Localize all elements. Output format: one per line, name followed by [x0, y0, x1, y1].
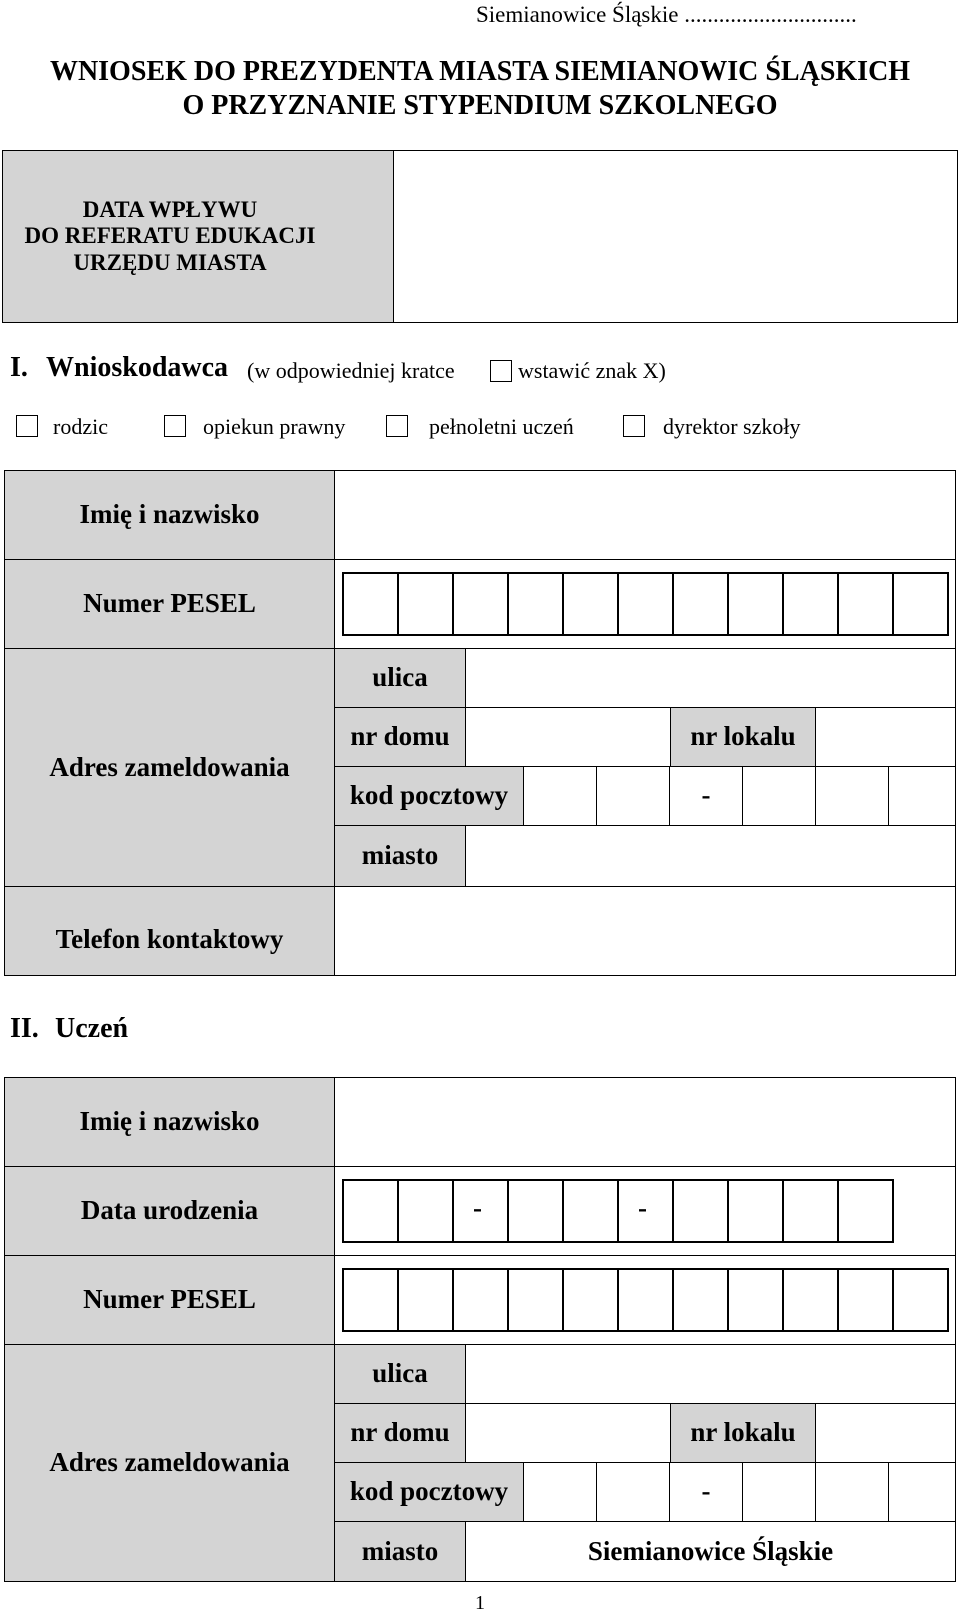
s1-postal-digit[interactable]	[888, 766, 956, 826]
section1-numeral: I.	[10, 352, 28, 383]
section1-hint-after: wstawić znak X)	[518, 358, 666, 383]
s2-pesel-digit-box[interactable]	[562, 1268, 619, 1332]
s2-pesel-digit-box[interactable]	[452, 1268, 509, 1332]
s1-apt-no-field[interactable]	[815, 707, 956, 767]
s2-street-field[interactable]	[465, 1344, 956, 1404]
s2-pesel-label: Numer PESEL	[4, 1255, 335, 1345]
s1-apt-no-label: nr lokalu	[670, 707, 816, 767]
s2-apt-no-field[interactable]	[815, 1403, 956, 1463]
option-dyrektor-label: dyrektor szkoły	[663, 414, 801, 439]
s1-address-label: Adres zameldowania	[4, 648, 335, 887]
s2-pesel-digit-box[interactable]	[342, 1268, 399, 1332]
s2-pesel-digit-box[interactable]	[727, 1268, 784, 1332]
receipt-label	[2, 150, 338, 323]
s1-postal-digit[interactable]	[523, 766, 597, 826]
s1-phone-field[interactable]	[334, 886, 956, 976]
s2-birth-date-label: Data urodzenia	[4, 1166, 335, 1256]
s2-city-label: miasto	[334, 1521, 466, 1582]
s1-postal-digit[interactable]	[596, 766, 670, 826]
receipt-label-line1: DATA WPŁYWU	[82, 196, 258, 222]
s2-pesel-digit-box[interactable]	[837, 1268, 894, 1332]
s2-house-no-field[interactable]	[465, 1403, 671, 1463]
option-dyrektor-checkbox[interactable]	[623, 415, 645, 437]
page-number: 1	[475, 1592, 485, 1614]
s2-street-label: ulica	[334, 1344, 466, 1404]
s1-house-no-label: nr domu	[334, 707, 466, 767]
receipt-label-line3: URZĘDU MIASTA	[73, 249, 267, 275]
form-title-line2: O PRZYZNANIE STYPENDIUM SZKOLNEGO	[182, 90, 778, 121]
s1-postal-dash: -	[669, 766, 743, 826]
s1-postal-digit[interactable]	[742, 766, 816, 826]
s2-postal-digit[interactable]	[815, 1462, 889, 1522]
s2-name-field[interactable]	[334, 1077, 956, 1167]
s1-phone-label: Telefon kontaktowy	[4, 886, 335, 976]
s2-pesel-digit-box[interactable]	[782, 1268, 839, 1332]
option-pelnoletni-label: pełnoletni uczeń	[429, 414, 574, 439]
s1-postal-label: kod pocztowy	[334, 766, 524, 826]
s2-birth-date-separator: -	[473, 1193, 482, 1223]
s2-birth-date-digit-box[interactable]	[782, 1179, 839, 1243]
s2-postal-label: kod pocztowy	[334, 1462, 524, 1522]
s2-pesel-digit-box[interactable]	[507, 1268, 564, 1332]
s1-postal-digit[interactable]	[815, 766, 889, 826]
s1-street-label: ulica	[334, 648, 466, 708]
s2-birth-date-separator: -	[638, 1193, 647, 1223]
s1-pesel-digit-box[interactable]	[507, 572, 564, 636]
option-rodzic-label: rodzic	[53, 414, 108, 439]
section2-numeral: II.	[10, 1013, 39, 1044]
example-checkbox-icon	[490, 360, 512, 382]
s1-pesel-digit-box[interactable]	[727, 572, 784, 636]
s1-house-no-field[interactable]	[465, 707, 671, 767]
s2-city-value: Siemianowice Śląskie	[465, 1521, 956, 1582]
s2-postal-digit[interactable]	[742, 1462, 816, 1522]
s1-pesel-digit-box[interactable]	[342, 572, 399, 636]
s1-name-field[interactable]	[334, 470, 956, 560]
s1-pesel-digit-box[interactable]	[452, 572, 509, 636]
s2-birth-date-digit-box[interactable]	[562, 1179, 619, 1243]
s2-birth-date-digit-box[interactable]	[837, 1179, 894, 1243]
s1-city-field[interactable]	[465, 825, 956, 887]
s2-apt-no-label: nr lokalu	[670, 1403, 816, 1463]
s1-pesel-digit-box[interactable]	[837, 572, 894, 636]
s1-street-field[interactable]	[465, 648, 956, 708]
s1-city-label: miasto	[334, 825, 466, 887]
s2-postal-digit[interactable]	[596, 1462, 670, 1522]
s1-pesel-digit-box[interactable]	[892, 572, 949, 636]
option-rodzic-checkbox[interactable]	[16, 415, 38, 437]
section2-title: Uczeń	[55, 1013, 129, 1044]
s2-pesel-digit-box[interactable]	[672, 1268, 729, 1332]
s2-pesel-digit-box[interactable]	[397, 1268, 454, 1332]
s2-address-label: Adres zameldowania	[4, 1344, 335, 1582]
section1-hint-before: (w odpowiedniej kratce	[247, 358, 455, 383]
receipt-date-field[interactable]	[393, 150, 958, 323]
s2-birth-date-digit-box[interactable]	[507, 1179, 564, 1243]
receipt-label-line2: DO REFERATU EDUKACJI	[24, 223, 316, 249]
s2-name-label: Imię i nazwisko	[4, 1077, 335, 1167]
s1-pesel-digit-box[interactable]	[672, 572, 729, 636]
s2-birth-date-digit-box[interactable]	[397, 1179, 454, 1243]
s2-house-no-label: nr domu	[334, 1403, 466, 1463]
s1-name-label: Imię i nazwisko	[4, 470, 335, 560]
s1-pesel-digit-box[interactable]	[617, 572, 674, 636]
s2-birth-date-digit-box[interactable]	[342, 1179, 399, 1243]
option-opiekun-label: opiekun prawny	[203, 414, 346, 439]
s2-birth-date-digit-box[interactable]	[727, 1179, 784, 1243]
s1-pesel-digit-box[interactable]	[562, 572, 619, 636]
option-pelnoletni-checkbox[interactable]	[386, 415, 408, 437]
s2-birth-date-digit-box[interactable]	[672, 1179, 729, 1243]
s2-postal-digit[interactable]	[888, 1462, 956, 1522]
s1-pesel-digit-box[interactable]	[782, 572, 839, 636]
section1-title: Wnioskodawca	[46, 352, 229, 383]
s2-pesel-digit-box[interactable]	[617, 1268, 674, 1332]
s2-postal-digit[interactable]	[523, 1462, 597, 1522]
option-opiekun-checkbox[interactable]	[164, 415, 186, 437]
s2-postal-dash: -	[669, 1462, 743, 1522]
form-title-line1: WNIOSEK DO PREZYDENTA MIASTA SIEMIANOWIC ŚLĄSKICH	[49, 56, 911, 87]
s1-pesel-digit-box[interactable]	[397, 572, 454, 636]
place-date-line: Siemianowice Śląskie ..............................	[476, 2, 857, 27]
s1-pesel-label: Numer PESEL	[4, 559, 335, 649]
s2-pesel-digit-box[interactable]	[892, 1268, 949, 1332]
